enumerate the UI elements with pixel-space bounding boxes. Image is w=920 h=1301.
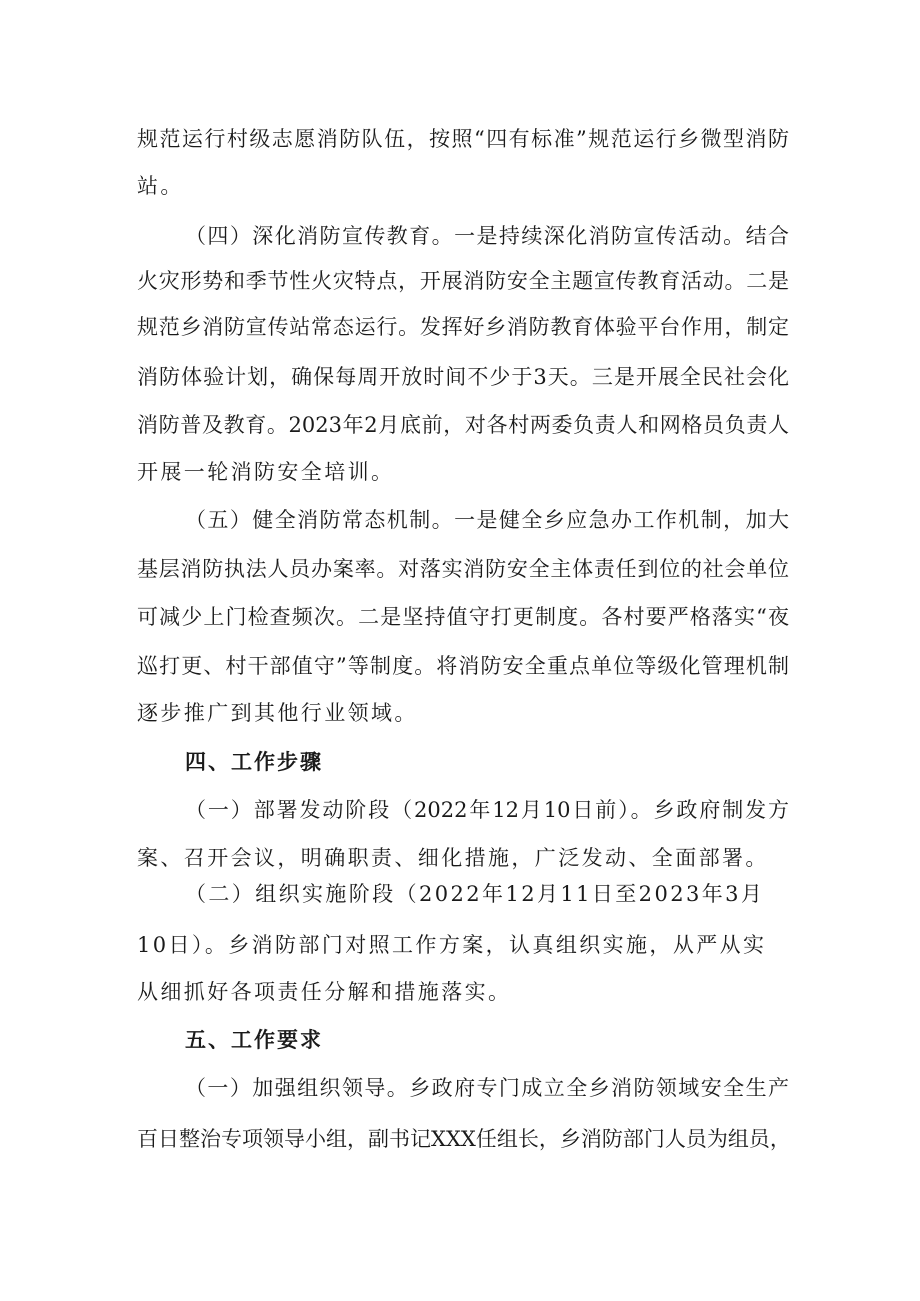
text-line: 逐步推广到其他行业领域。 <box>137 701 418 725</box>
text-line: 巡打更、村干部值守”等制度。将消防安全重点单位等级化管理机制 <box>137 654 789 678</box>
text-line: 百日整治专项领导小组，副书记XXX任组长，乡消防部门人员为组员， <box>137 1127 791 1151</box>
paragraph-first-line: （一）加强组织领导。乡政府专门成立全乡消防领域安全生产 <box>185 1076 789 1100</box>
text-line: 规范乡消防宣传站常态运行。发挥好乡消防教育体验平台作用，制定 <box>137 315 789 339</box>
text-line: 规范运行村级志愿消防队伍，按照“四有标准”规范运行乡微型消防 <box>137 127 789 151</box>
paragraph-first-line: （四）深化消防宣传教育。一是持续深化消防宣传活动。结合 <box>185 224 789 248</box>
paragraph-first-line: （一）部署发动阶段（2022年12月10日前）。乡政府制发方 <box>185 798 789 822</box>
text-line: 火灾形势和季节性火灾特点，开展消防安全主题宣传教育活动。二是 <box>137 269 789 293</box>
text-line: 从细抓好各项责任分解和措施落实。 <box>137 980 512 1004</box>
text-line: 开展一轮消防安全培训。 <box>137 460 395 484</box>
section-heading: 五、工作要求 <box>185 1028 323 1052</box>
text-line: 消防体验计划，确保每周开放时间不少于3天。三是开展全民社会化 <box>137 365 789 389</box>
text-line: 10日）。乡消防部门对照工作方案，认真组织实施，从严从实 <box>137 933 767 957</box>
section-heading: 四、工作步骤 <box>185 750 323 774</box>
text-line: 站。 <box>137 174 184 198</box>
text-line: 基层消防执法人员办案率。对落实消防安全主体责任到位的社会单位 <box>137 557 789 581</box>
text-line: 消防普及教育。2023年2月底前，对各村两委负责人和网格员负责人 <box>137 413 789 437</box>
text-line: 可减少上门检查频次。二是坚持值守打更制度。各村要严格落实“夜 <box>137 605 789 629</box>
text-line: 案、召开会议，明确职责、细化措施，广泛发动、全面部署。 <box>137 846 769 870</box>
paragraph-first-line: （五）健全消防常态机制。一是健全乡应急办工作机制，加大 <box>185 508 789 532</box>
paragraph-first-line: （二）组织实施阶段（2022年12月11日至2023年3月 <box>185 882 765 906</box>
